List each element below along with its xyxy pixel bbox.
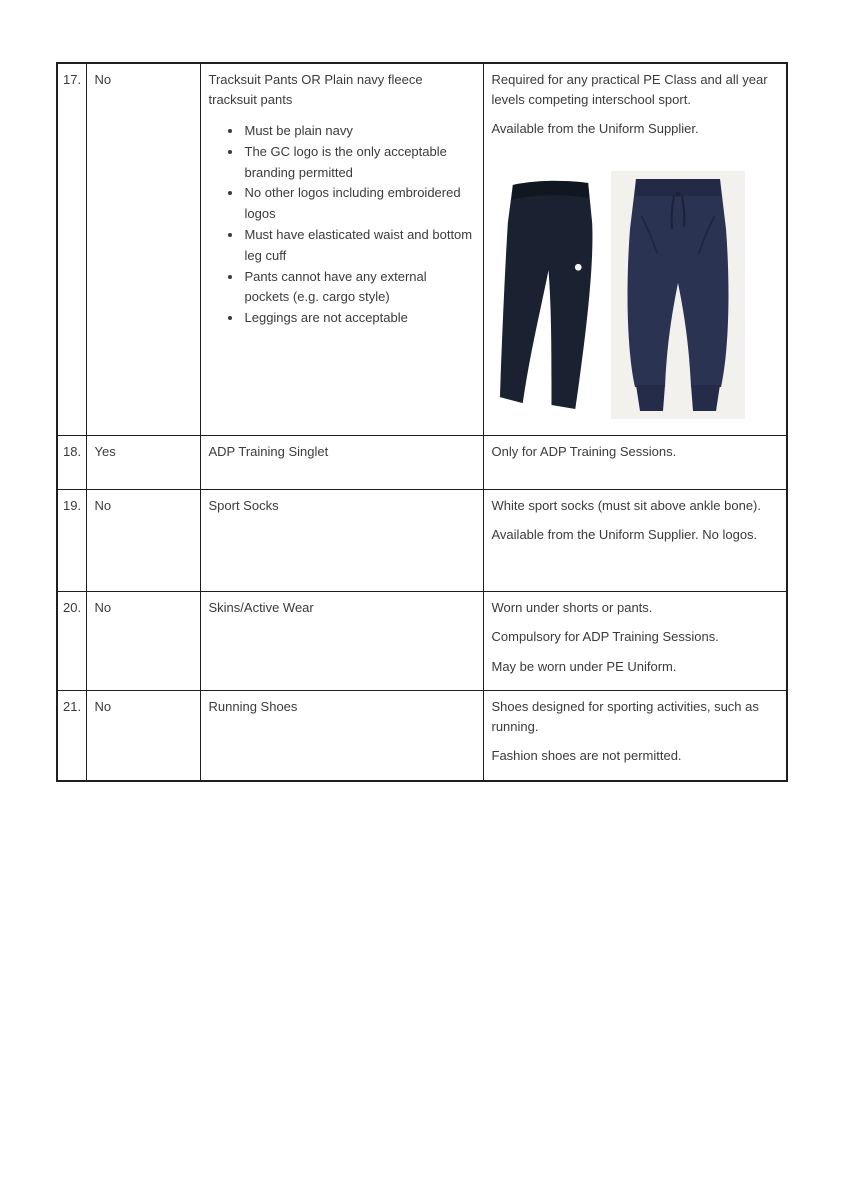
navy-fleece-joggers-photo (611, 171, 745, 419)
list-item: • Leggings are not acceptable (243, 308, 475, 329)
compulsory-cell (86, 489, 200, 591)
details-cell (483, 63, 787, 435)
item-cell (200, 691, 483, 781)
gc-logo (574, 263, 581, 270)
joggers-silhouette (627, 179, 728, 387)
details-paragraph: Shoes designed for sporting activities, such as running. (491, 699, 759, 734)
details-cell (483, 489, 787, 591)
compulsory-cell (86, 435, 200, 489)
item-number-text: 19. (63, 497, 82, 513)
details-paragraph: Worn under shorts or pants. (491, 599, 653, 615)
item-title: Sport Socks (208, 497, 279, 513)
compulsory-value: No (94, 599, 112, 615)
item-cell (200, 435, 483, 489)
details-paragraph: Compulsory for ADP Training Sessions. (491, 629, 719, 644)
list-item: • Must have elasticated waist and bottom leg cuff (243, 225, 475, 267)
item-number-text: 20. (63, 599, 82, 615)
item-title: Tracksuit Pants OR Plain navy fleece tracksuit pants (208, 72, 423, 107)
uniform-items-table (56, 62, 788, 782)
details-paragraph: Required for any practical PE Class and all year levels competing interschool sport. (491, 72, 768, 107)
details-paragraph: May be worn under PE Uniform. (491, 658, 677, 674)
details-cell (483, 691, 787, 781)
item-number (57, 489, 86, 591)
item-number (57, 63, 86, 435)
pants-silhouette (499, 180, 592, 408)
details-paragraph: Available from the Uniform Supplier. No logos. (491, 527, 758, 542)
item-cell (200, 489, 483, 591)
joggers-cuff-right (691, 385, 720, 411)
item-number-text: 21. (63, 699, 82, 714)
details-cell (483, 591, 787, 691)
compulsory-value: Yes (94, 443, 116, 459)
compulsory-value: No (94, 497, 112, 513)
details-cell (483, 435, 787, 489)
table-row (57, 63, 787, 435)
item-cell (200, 63, 483, 435)
compulsory-value: No (94, 72, 112, 87)
details-paragraph: Only for ADP Training Sessions. (491, 443, 677, 459)
item-number-text: 18. (63, 443, 82, 459)
navy-tracksuit-pants-photo (492, 171, 609, 419)
compulsory-value: No (94, 699, 112, 714)
details-paragraph: Fashion shoes are not permitted. (491, 748, 682, 763)
item-requirements-list (209, 121, 475, 329)
compulsory-cell (86, 63, 200, 435)
table-row (57, 591, 787, 691)
item-title: ADP Training Singlet (208, 443, 329, 459)
table-row (57, 691, 787, 781)
item-number (57, 691, 86, 781)
item-number (57, 591, 86, 691)
list-item: • The GC logo is the only acceptable branding permitted (243, 142, 475, 184)
item-title: Running Shoes (208, 699, 298, 714)
list-item: • Must be plain navy (243, 121, 475, 142)
table-row (57, 489, 787, 591)
drawstring-knot (675, 191, 680, 196)
compulsory-cell (86, 691, 200, 781)
table-row (57, 435, 787, 489)
list-item: • Pants cannot have any external pockets (e.g. cargo style) (243, 267, 475, 309)
compulsory-cell (86, 591, 200, 691)
details-paragraph: White sport socks (must sit above ankle bone). (491, 497, 762, 513)
joggers-cuff-left (636, 385, 665, 411)
item-title: Skins/Active Wear (208, 599, 314, 615)
item-number (57, 435, 86, 489)
list-item: • No other logos including embroidered logos (243, 183, 475, 225)
product-images (492, 171, 779, 419)
details-paragraph: Available from the Uniform Supplier. (491, 121, 699, 136)
item-cell (200, 591, 483, 691)
item-number-text: 17. (63, 72, 82, 87)
